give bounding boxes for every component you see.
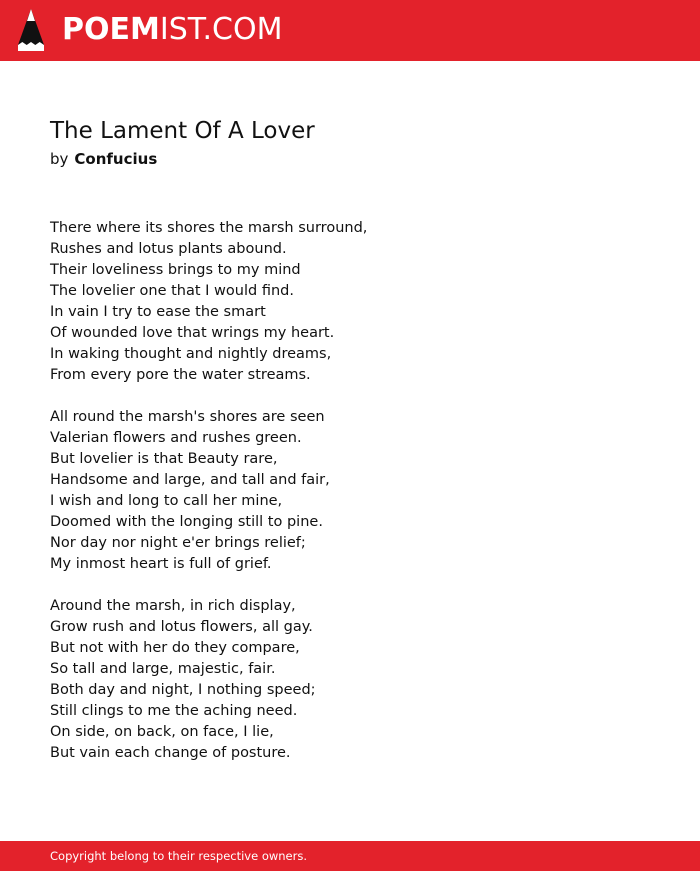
stanza [50, 596, 670, 764]
by-label: by [50, 150, 69, 168]
poem-line: Nor day nor night e'er brings relief; [50, 535, 306, 551]
poem-line: Their loveliness brings to my mind [50, 262, 301, 278]
poem-line: Valerian flowers and rushes green. [50, 430, 302, 446]
poem-line: Around the marsh, in rich display, [50, 598, 296, 614]
poem-line: Handsome and large, and tall and fair, [50, 472, 330, 488]
poem-line: But lovelier is that Beauty rare, [50, 451, 278, 467]
poem-title: The Lament Of A Lover [50, 118, 315, 144]
logo-bold-text: POEM [62, 12, 160, 47]
poem-line: Both day and night, I nothing speed; [50, 682, 316, 698]
poem-line: Of wounded love that wrings my heart. [50, 325, 335, 341]
poem-line: There where its shores the marsh surround, [50, 220, 368, 236]
stanza [50, 407, 670, 575]
poem-line: Still clings to me the aching need. [50, 703, 298, 719]
footer-bar [0, 841, 700, 871]
poem-line: From every pore the water streams. [50, 367, 311, 383]
site-logo[interactable] [62, 11, 282, 49]
poem-line: But vain each change of posture. [50, 745, 291, 761]
poem-line: Doomed with the longing still to pine. [50, 514, 323, 530]
copyright-text: Copyright belong to their respective owners. [50, 849, 308, 863]
poem-body [50, 218, 670, 785]
author-name: Confucius [74, 150, 158, 168]
poem-line: All round the marsh's shores are seen [50, 409, 325, 425]
poem-line: I wish and long to call her mine, [50, 493, 283, 509]
poem-line: So tall and large, majestic, fair. [50, 661, 276, 677]
poem-line: But not with her do they compare, [50, 640, 300, 656]
poem-line: In waking thought and nightly dreams, [50, 346, 332, 362]
logo-light-text: IST.COM [159, 12, 283, 47]
poem-line: The lovelier one that I would find. [50, 283, 294, 299]
header-bar [0, 0, 700, 61]
poem-line: Grow rush and lotus flowers, all gay. [50, 619, 313, 635]
stanza [50, 218, 670, 386]
poem-line: On side, on back, on face, I lie, [50, 724, 274, 740]
pencil-tip-icon[interactable] [18, 9, 44, 51]
byline [50, 149, 157, 169]
poem-line: Rushes and lotus plants abound. [50, 241, 287, 257]
poem-line: My inmost heart is full of grief. [50, 556, 272, 572]
poem-line: In vain I try to ease the smart [50, 304, 266, 320]
